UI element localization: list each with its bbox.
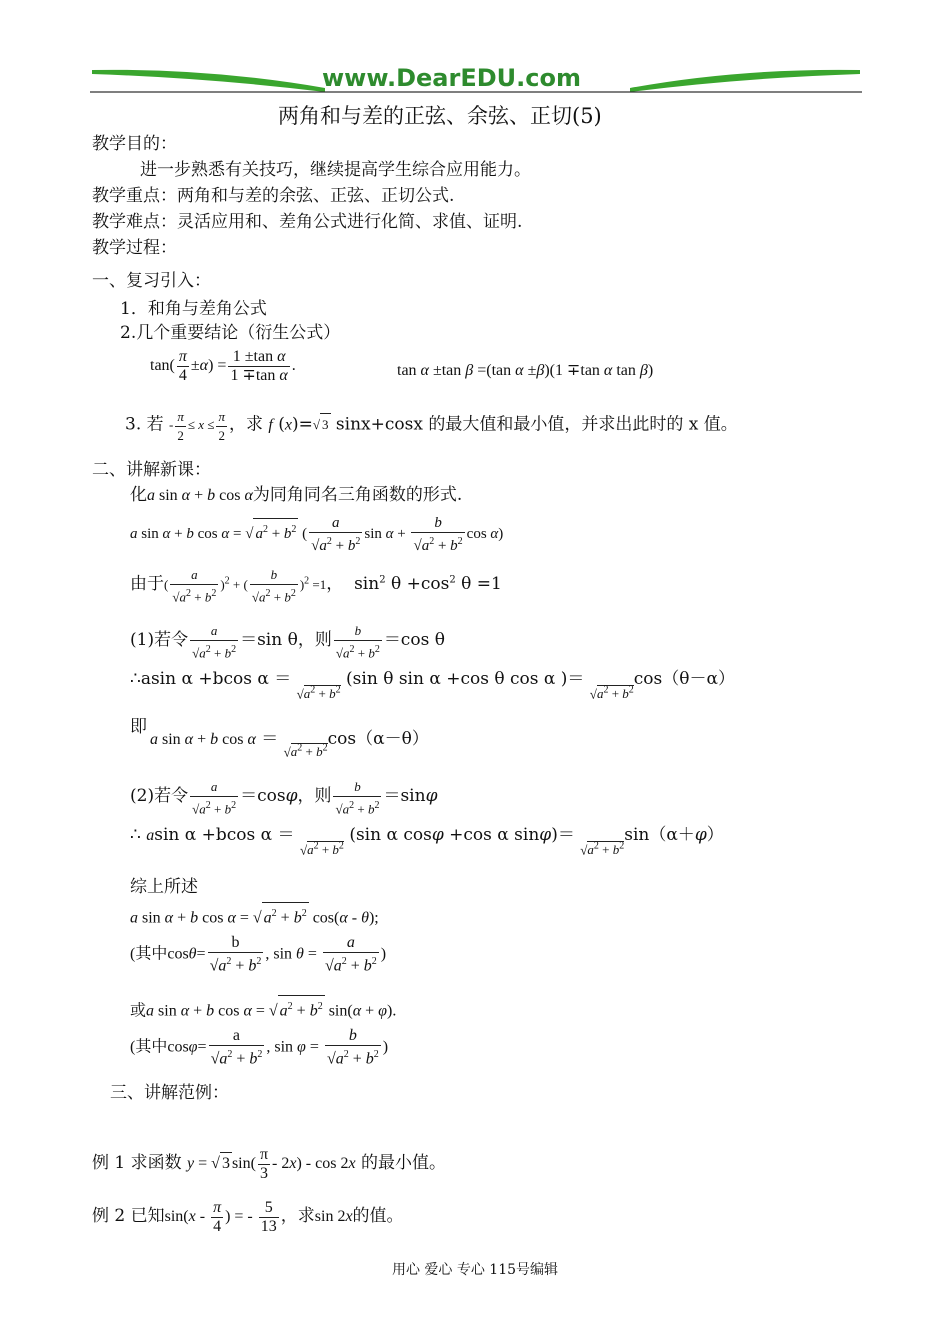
case-1: (1)若令 $\frac{a}{√a^2 + b^2}$ ＝sin θ，则 $\frac{b}{√a^2 + b^2}$ ＝cos θ xyxy=(130,623,445,661)
site-logo: www.DearEDU.com xyxy=(322,64,581,92)
process-label: 教学过程： xyxy=(92,238,177,258)
case-2: (2)若令 $\frac{a}{√a^2 + b^2}$ ＝cosφ，则 $\frac{b}{√a^2 + b^2}$ ＝sinφ xyxy=(130,779,438,817)
goal-text: 进一步熟悉有关技巧，继续提高学生综合应用能力。 xyxy=(140,160,531,180)
summary-label: 综上所述 xyxy=(130,877,198,897)
tan-formula-2: tan α ±tan β =(tan α ±β)(1 ∓tan α tan β) xyxy=(397,362,654,379)
goal-label: 教学目的： xyxy=(92,134,177,154)
item-2: 2.几个重要结论（衍生公式） xyxy=(120,323,341,343)
item-1: 1．和角与差角公式 xyxy=(120,299,267,319)
tan-formula-1: tan( $\frac{\pi}{4}$ ±α) = $\frac{\text{1 ±tan α}}{\text{1 ∓tan α}}$ . xyxy=(150,348,296,384)
new-lesson-heading: 二、讲解新课： xyxy=(92,460,211,480)
examples-heading: 三、讲解范例： xyxy=(110,1083,229,1103)
page-title: 两角和与差的正弦、余弦、正切(5) xyxy=(278,104,602,128)
page-footer: 用心 爱心 专心 115号编辑 xyxy=(391,1262,559,1278)
summary-where-2: (其中cosφ= $\frac{a}{√a^2 + b^2}$ , sin φ = $\frac{b}{√a^2 + b^2}$ ) xyxy=(130,1027,389,1068)
ji-label: 即 xyxy=(130,717,147,737)
example-2: 例 2 已知sin(x - $\frac{\pi}{4}$ ) = - $\frac{5}{13}$ ，求sin 2x的值。 xyxy=(92,1199,404,1235)
ji-formula: a sin α + b $\cos \alpha = √a^2 + b^2\cos(\alpha-\theta)$ xyxy=(150,729,429,759)
left-leaf-swoosh xyxy=(92,70,325,92)
expand-formula: a sin α + b cos α = √ $a^2 + b^2$ ( $\frac{a}{√a^2 + b^2}$ sin α + $\frac{b}{√a^2 + b^2}$ cos α) xyxy=(130,515,504,554)
key-point: 教学重点：两角和与差的余弦、正弦、正切公式. xyxy=(92,186,455,206)
summary-formula-1: a sin α + b cos α = √ $a^2 + b^2$ cos(α - θ); xyxy=(130,902,379,929)
convert-line: 化a sin α + b cos α为同角同名三角函数的形式. xyxy=(130,485,463,505)
summary-where-1: (其中cosθ= $\frac{b}{√a^2 + b^2}$ , sin θ = $\frac{a}{√a^2 + b^2}$ ) xyxy=(130,934,387,975)
therefore-1: ∴asin α +bcos $\alpha = √a^2 + b^2$ (sin θ sin α +cos θ cos α )＝ $√a^2 + b^2\cos(\theta-\alpha)$ xyxy=(130,669,735,701)
since-line: 由于( $\frac{a}{√a^2 + b^2}$ )$^2$ + ( $\frac{b}{√a^2 + b^2}$ )$^2$ =1， $\sin^2 \theta +\cos^2$ θ =1 xyxy=(130,567,502,605)
item-3: 3. 若 - $\frac{\pi}{2}$ ≤ x ≤ $\frac{\pi}{2}$ ，求 f (x)=√ 3 sinx+cosx 的最大值和最小值，并求出此时的 x 值。 xyxy=(125,409,738,443)
right-leaf-swoosh xyxy=(630,70,860,92)
example-1: 例 1 求函数 y = √ 3 sin( $\frac{\pi}{3}$ - 2x) - cos 2x 的最小值。 xyxy=(92,1146,446,1182)
summary-formula-2: 或a sin α + b cos α = √ $a^2 + b^2$ sin(α + φ). xyxy=(130,995,396,1022)
therefore-2: ∴ asin α +bcos $\alpha = √a^2 + b^2$ (sin α cosφ +cos α $\sin\varphi)= √a^2 + b^2\sin(\alpha+\varphi)$ xyxy=(130,825,724,857)
review-heading: 一、复习引入： xyxy=(92,271,211,291)
difficulty: 教学难点：灵活应用和、差角公式进行化简、求值、证明. xyxy=(92,212,523,232)
